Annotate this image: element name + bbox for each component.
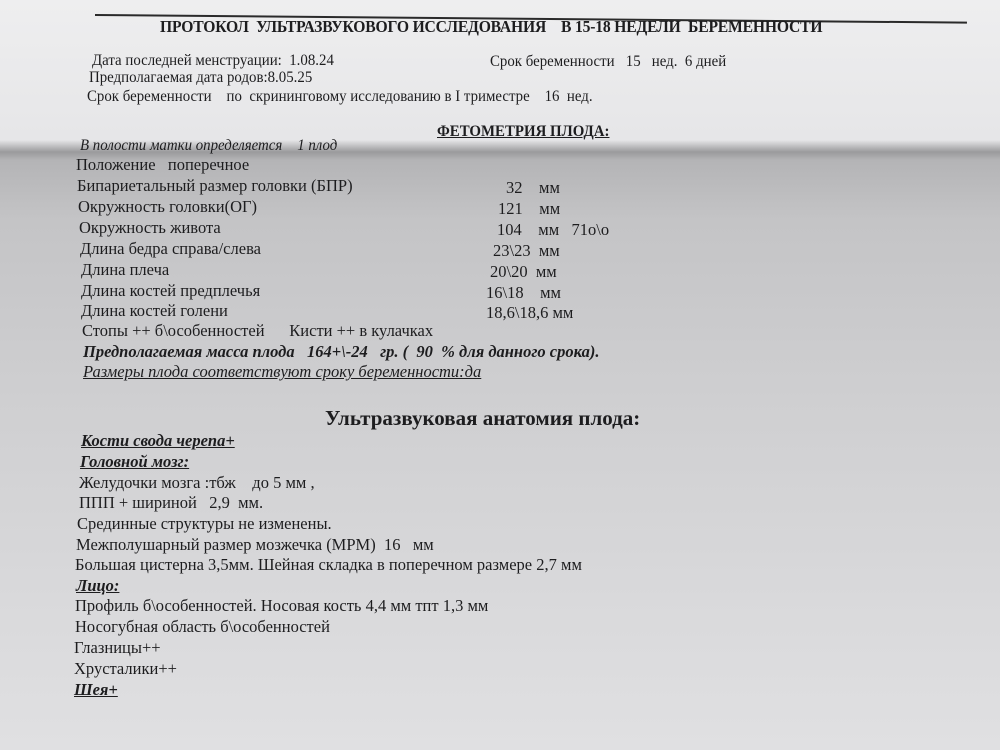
document-title: ПРОТОКОЛ УЛЬТРАЗВУКОВОГО ИССЛЕДОВАНИЯ В 15-18 НЕДЕЛИ БЕРЕМЕННОСТИ	[160, 17, 823, 36]
face-line: Глазницы++	[74, 638, 161, 657]
row-label: Длина плеча	[81, 260, 170, 279]
row-value: 20\20 мм	[490, 262, 557, 281]
row-value: 23\23 мм	[493, 241, 560, 260]
estimated-weight: Предполагаемая масса плода 164+\-24 гр. ( 90 % для данного срока).	[83, 342, 600, 361]
row-label: Бипариетальный размер головки (БПР)	[77, 176, 353, 195]
brain-section: Головной мозг:	[80, 452, 190, 471]
face-line: Профиль б\особенностей. Носовая кость 4,4 мм тпт 1,3 мм	[75, 596, 489, 615]
row-value: 121 мм	[498, 199, 561, 218]
row-label: Длина бедра справа/слева	[80, 239, 261, 258]
brain-line: Желудочки мозга :тбж до 5 мм ,	[79, 473, 315, 492]
lmp-date: Дата последней менструации: 1.08.24	[92, 52, 334, 69]
brain-line: Межполушарный размер мозжечка (МРМ) 16 мм	[76, 535, 434, 554]
row-value: 18,6\18,6 мм	[486, 303, 574, 322]
screening-age: Срок беременности по скрининговому исследованию в I триместре 16 нед.	[87, 88, 593, 105]
face-line: Хрусталики++	[74, 659, 177, 678]
neck-section: Шея+	[74, 680, 118, 699]
fetometry-title: ФЕТОМЕТРИЯ ПЛОДА:	[437, 123, 610, 140]
brain-line: Большая цистерна 3,5мм. Шейная складка в поперечном размере 2,7 мм	[75, 555, 582, 574]
skull-section: Кости свода черепа+	[81, 431, 235, 450]
brain-line: Срединные структуры не изменены.	[77, 514, 332, 533]
gestational-age: Срок беременности 15 нед. 6 дней	[490, 53, 727, 70]
anatomy-title: Ультразвуковая анатомия плода:	[325, 406, 641, 430]
fetus-count: В полости матки определяется 1 плод	[80, 137, 338, 154]
fetus-position: Положение поперечное	[76, 155, 250, 174]
row-value: 32 мм	[506, 178, 560, 197]
row-label: Длина костей голени	[81, 301, 228, 320]
row-value: 16\18 мм	[486, 283, 561, 302]
brain-line: ППП + шириной 2,9 мм.	[79, 493, 264, 512]
row-value: 104 мм 71о\о	[497, 220, 610, 239]
size-conclusion: Размеры плода соответствуют сроку беременности:да	[83, 362, 482, 381]
face-line: Носогубная область б\особенностей	[75, 617, 330, 636]
face-section: Лицо:	[76, 576, 120, 595]
row-label: Окружность головки(ОГ)	[78, 197, 258, 216]
row-label: Окружность живота	[79, 218, 221, 237]
row-label: Длина костей предплечья	[81, 281, 261, 300]
due-date: Предполагаемая дата родов:8.05.25	[89, 69, 313, 86]
feet-hands: Стопы ++ б\особенностей Кисти ++ в кулачках	[82, 321, 434, 340]
